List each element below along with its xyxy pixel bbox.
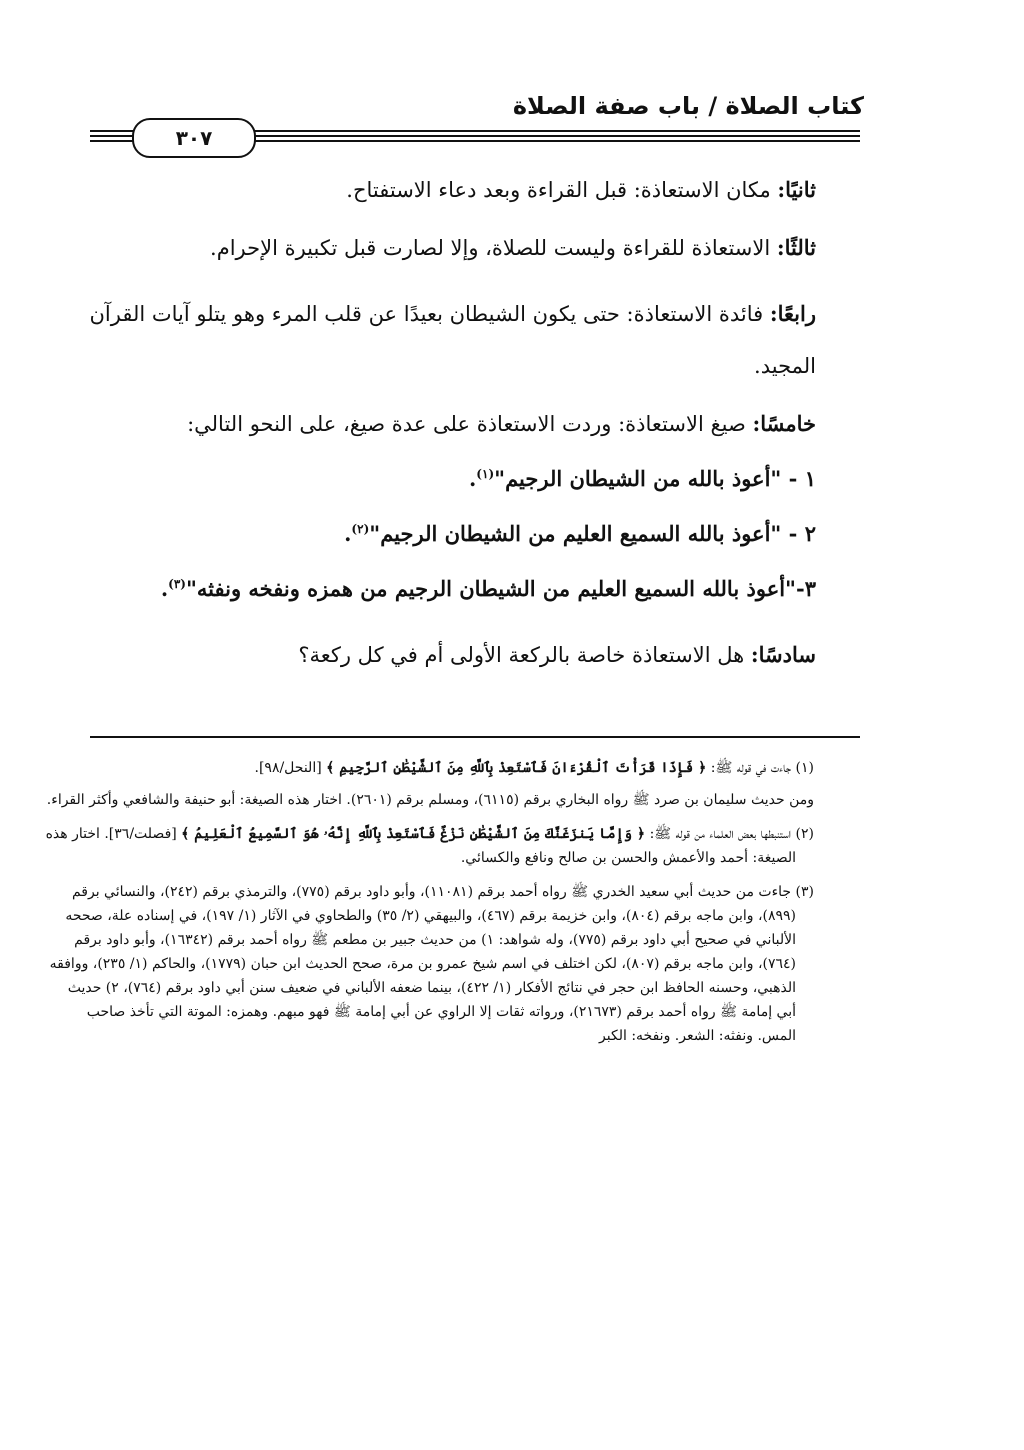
paragraph-text: هل الاستعاذة خاصة بالركعة الأولى أم في كل ركعة؟ [298,643,751,667]
formula-item-1 [76,454,816,509]
paragraph-third [76,220,816,278]
footnote-lead: (١) جاءت في قوله ﷺ: [706,760,814,776]
paragraph-fifth [76,396,816,454]
page-number-badge: ٣٠٧ [132,118,256,158]
formula-number: ٣- [796,576,816,601]
paragraph-second [76,162,816,220]
formula-end: . [468,466,477,491]
footnote-separator [90,736,860,738]
paragraph-label: سادسًا: [750,642,816,667]
running-header-title: كتاب الصلاة / باب صفة الصلاة [512,92,864,120]
footnote-line: (٣) جاءت من حديث أبي سعيد الخدري ﷺ رواه أحمد برقم (١١٠٨١)، وأبو داود برقم (٧٧٥)، والترمذي برقم (٢٤٢)، والنسائي برقم (٨٩٩)، وابن ماجه برقم (٨٠٤)، وابن خزيمة برقم (٤٦٧)، والبيهقي (٢/ ٣٥) والطحاوي في الآثار (١/ ١٩٧)، في إسناده علة، صححه الألباني في صحيح أبي داود برقم (٧٧٥)، وله شواهد: ١) من حديث جبير بن مطعم ﷺ رواه أحمد برقم (١٦٣٤٢)، وأبو داود برقم (٧٦٤)، وابن ماجه برقم (٨٠٧)، لكن اختلف في اسم شيخ عمرو بن مرة، صحح الحديث ابن حبان (١٧٧٩)، والحاكم (١/ ٢٣٥)، ووافقه الذهبي، وحسنه الحافظ ابن حجر في نتائج الأفكار (١/ ٤٢٢)، بينما ضعفه الألباني في ضعيف سنن أبي داود برقم (٧٦٤)، ٢) حديث أبي إمامة ﷺ رواه أحمد برقم (٢١٦٧٣)، ورواته ثقات إلا الراوي عن أبي إمامة ﷺ فهو مبهم. وهمزه: الموتة التي تأخذ صاحب المس. ونفثه: الشعر. ونفخه: الكبر [49,884,814,1044]
formula-text: "أعوذ بالله من الشيطان الرجيم" [494,466,782,491]
paragraph-label: خامسًا: [752,411,816,436]
paragraph-fourth [76,278,816,396]
main-body-text [76,162,816,685]
paragraph-text: صيغ الاستعاذة: وردت الاستعاذة على عدة صيغ، على النحو التالي: [187,412,753,436]
footnote-ref: (٣) [168,577,186,591]
header-ornament-rule [90,124,860,150]
quran-verse: ﴿ فَإِذَا قَرَأْتَ ٱلْقُرْءَانَ فَٱسْتَعِذْ بِٱللَّهِ مِنَ ٱلشَّيْطَٰنِ ٱلرَّجِيمِ ﴾ [326,760,707,776]
formula-end: . [160,576,169,601]
footnote-line [44,756,814,780]
footnote-lead: (٢) استنبطها بعض العلماء من قوله ﷺ: [645,826,814,842]
quran-verse: ﴿ وَإِمَّا يَنزَغَنَّكَ مِنَ ٱلشَّيْطَٰنِ نَزْغٌ فَٱسْتَعِذْ بِٱللَّهِ إِنَّهُۥ هُوَ ٱلسَّمِيعُ ٱلْعَلِيمُ ﴾ [181,826,646,842]
footnote-line [44,822,814,870]
footnote-2 [44,822,814,870]
formula-end: . [344,521,352,546]
paragraph-sixth [76,619,816,685]
surah-reference: [النحل/٩٨]. [254,760,327,776]
formula-number: ١ - [781,466,816,491]
paragraph-label: رابعًا: [769,301,816,326]
paragraph-text: الاستعاذة للقراءة وليست للصلاة، وإلا لصارت قبل تكبيرة الإحرام. [210,236,777,260]
formula-text: "أعوذ بالله السميع العليم من الشيطان الرجيم من همزه ونفخه ونفثه" [185,576,796,601]
formula-text: "أعوذ بالله السميع العليم من الشيطان الرجيم" [369,521,782,546]
footnote-3 [44,880,814,1048]
footnote-ref: (١) [476,467,495,481]
footnote-1 [44,756,814,812]
formula-item-2 [76,509,816,564]
formula-item-3 [76,564,816,619]
footnotes-section [44,756,814,1058]
footnote-ref: (٢) [351,522,370,536]
paragraph-label: ثالثًا: [776,235,816,260]
formula-number: ٢ - [781,521,816,546]
paragraph-text: مكان الاستعاذة: قبل القراءة وبعد دعاء الاستفتاح. [346,178,778,202]
footnote-line: ومن حديث سليمان بن صرد ﷺ رواه البخاري برقم (٦١١٥)، ومسلم برقم (٢٦٠١). اختار هذه الصيغة: أبو حنيفة والشافعي وأكثر القراء. [46,792,814,808]
paragraph-text: فائدة الاستعاذة: حتى يكون الشيطان بعيدًا عن قلب المرء وهو يتلو آيات القرآن المجيد. [89,302,816,378]
surah-reference: [فصلت/٣٦]. اختار هذه الصيغة: أحمد والأعمش والحسن بن صالح ونافع والكسائي. [45,826,796,866]
paragraph-label: ثانيًا: [777,177,816,202]
